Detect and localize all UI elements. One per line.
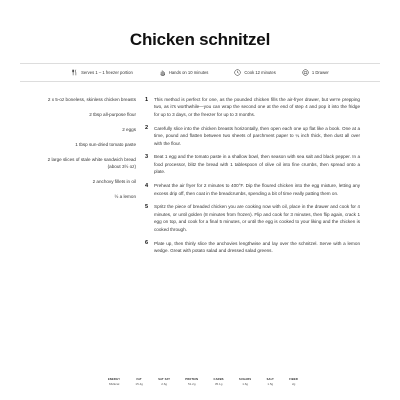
nutrition-panel (108, 378, 298, 386)
ingredient-item: 2 large slices of stale white sandwich bread (about 3½ oz) (47, 157, 136, 169)
nutrition-label: CARBS (213, 378, 224, 381)
ingredients-list (40, 96, 136, 208)
ingredient-item: 2 x 5-oz boneless, skinless chicken breasts (47, 97, 136, 102)
clock-icon (234, 69, 241, 77)
method-steps (145, 96, 360, 261)
nutrition-value: 35.1g (214, 382, 223, 386)
nutrition-label: PROTEIN (185, 378, 199, 381)
hands-on-info (159, 69, 209, 77)
ingredient-item: ½ a lemon (114, 194, 136, 199)
step-number: 3 (145, 153, 149, 160)
method-step (145, 125, 360, 147)
nutrition-label: FIBER (289, 378, 298, 381)
hands-on-text: Hands on 10 minutes (168, 70, 209, 75)
nutrition-label: FAT (136, 378, 142, 381)
step-text: Preheat the air fryer for 2 minutes to 400°F. Dip the floured chicken into the egg mixture, letting any excess drip off, then coat in the breadcrumbs, spending a bit of time really patting them on. (154, 183, 360, 196)
ingredient-item: 2 eggs (122, 127, 136, 132)
method-step (145, 96, 360, 118)
step-number: 6 (145, 240, 149, 247)
nutrition-label: SUGARS (239, 378, 252, 381)
nutrition-item (135, 378, 143, 386)
nutrition-item (239, 378, 251, 386)
nutrition-value: 662kcal (108, 382, 120, 386)
cook-info (234, 69, 275, 77)
step-number: 2 (145, 125, 149, 132)
step-text: Carefully slice into the chicken breasts horizontally, then open each one up flat like a book. One at a time, pound and flatten between two sheets of parchment paper to ¼ inch thick, then dust all over with the flour. (154, 125, 360, 146)
nutrition-item (158, 378, 170, 386)
nutrition-value: 15.4g (135, 382, 143, 386)
nutrition-item (289, 378, 298, 386)
nutrition-label: SALT (266, 378, 274, 381)
serves-text: Serves 1 – 1 freezer portion (81, 70, 133, 75)
step-number: 1 (145, 96, 149, 103)
nutrition-item (108, 378, 120, 386)
ingredient-item: 1 tbsp sun-dried tomato paste (75, 142, 136, 147)
method-step (145, 153, 360, 175)
ingredient-item: 2 anchovy fillets in oil (92, 179, 136, 184)
hand-icon (159, 69, 166, 77)
nutrition-value: 2.6g (161, 382, 168, 386)
ingredient-item: 2 tbsp all-purpose flour (89, 112, 136, 117)
method-step (145, 240, 360, 255)
nutrition-item (185, 378, 198, 386)
nutrition-label: ENERGY (108, 378, 121, 381)
method-step (145, 182, 360, 197)
cutlery-icon (71, 69, 78, 77)
recipe-meta-bar (20, 63, 380, 82)
nutrition-item (214, 378, 224, 386)
step-number: 4 (145, 182, 149, 189)
nutrition-value: 2g (291, 382, 296, 386)
recipe-title: Chicken schnitzel (129, 30, 271, 49)
cook-text: Cook 12 minutes (244, 70, 276, 75)
drawer-text: 1 Drawer (311, 70, 329, 75)
step-text: Spritz the piece of breaded chicken you are cooking now with oil, place in the drawer and cook for 4 minutes, or until golden (8 minutes from frozen). Flip and cook for 3 minutes, then flip again, crack 1 egg on top, and cook for a final 5 minutes, or until the egg is cooked to your liking and the chicken is cooked through. (154, 204, 360, 232)
step-number: 5 (145, 203, 149, 210)
nutrition-item (267, 378, 274, 386)
nutrition-value: 51.2g (188, 382, 196, 386)
drawer-info (302, 69, 329, 77)
step-text: Plate up, then thinly slice the anchovies lengthwise and lay over the schnitzel. Serve with a lemon wedge. Great with potato salad and dressed salad greens. (154, 240, 360, 253)
nutrition-label: SAT FAT (158, 378, 171, 381)
drawer-icon (302, 69, 309, 77)
step-text: Beat 1 egg and the tomato paste in a shallow bowl, then season with sea salt and black pepper. In a food processor, blitz the bread with 1 tablespoon of olive oil into fine crumbs, then spread onto a plate. (154, 154, 360, 175)
step-text: This method is perfect for one, as the pounded chicken fills the air-fryer drawer, but we're prepping two, as it's worthwhile—you can wrap the second one at the end of step 4 and pop it into the fridge for up to 3 days, or the freezer for up to 3 months. (154, 97, 360, 117)
serves-info (71, 69, 133, 77)
method-step (145, 203, 360, 233)
nutrition-value: 1.6g (242, 382, 249, 386)
nutrition-value: 1.5g (267, 382, 274, 386)
